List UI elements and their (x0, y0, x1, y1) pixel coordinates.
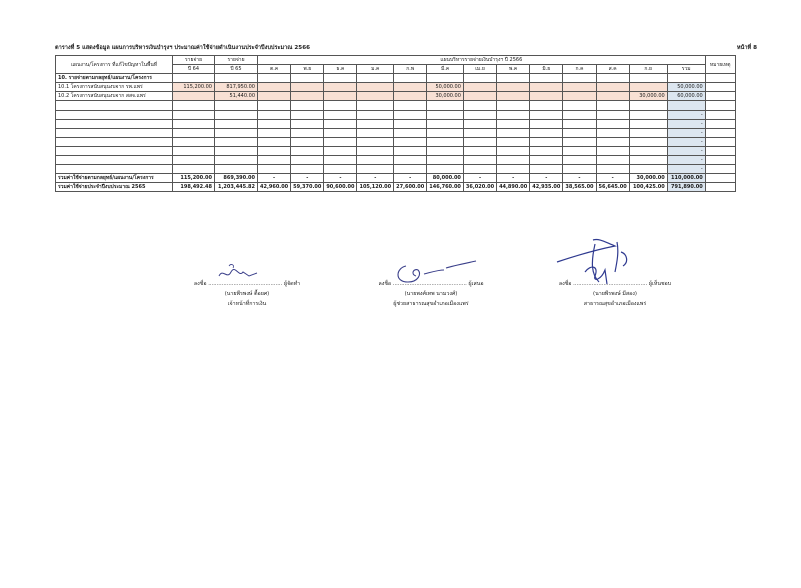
cell-month (394, 128, 427, 137)
table-row (56, 119, 736, 128)
cell-month: - (258, 174, 291, 183)
cell-month (530, 156, 563, 165)
row-label (56, 110, 173, 119)
cell-month (497, 128, 530, 137)
cell-month (258, 137, 291, 146)
cell-total: - (667, 128, 705, 137)
signature-line: ลงชื่อ ............................................ ผู้เสนอ (378, 281, 484, 287)
signer-name: (นายพงศ์เทพ นามวงศ์) (404, 291, 458, 297)
cell-exp64 (173, 101, 215, 110)
cell-exp64 (173, 137, 215, 146)
cell-month (357, 119, 394, 128)
cell-month (324, 146, 357, 155)
cell-month: - (596, 174, 629, 183)
cell-month (530, 146, 563, 155)
cell-exp64 (173, 128, 215, 137)
row-label: 10.1 โครงการสนับสนุนงบจาก รพ.แพร่ (56, 83, 173, 92)
table-row (56, 156, 736, 165)
budget-table (55, 55, 736, 192)
cell-month: 36,020.00 (463, 183, 496, 192)
cell-month (394, 83, 427, 92)
cell-month (463, 101, 496, 110)
cell-exp65 (215, 101, 258, 110)
cell-exp64 (173, 156, 215, 165)
cell-month (463, 137, 496, 146)
header-month: ส.ค (596, 65, 629, 74)
cell-month (324, 128, 357, 137)
header-month: ก.ย (629, 65, 667, 74)
signature-line: ลงชื่อ ............................................ ผู้เห็นชอบ (558, 281, 672, 287)
cell-month (563, 128, 596, 137)
cell-month (497, 119, 530, 128)
cell-month (258, 92, 291, 101)
cell-month (394, 146, 427, 155)
page-number: หน้าที่ 8 (736, 45, 757, 51)
row-label (56, 119, 173, 128)
cell-month (427, 128, 464, 137)
row-label (56, 165, 173, 174)
cell-month (497, 146, 530, 155)
header-month: มี.ค (427, 65, 464, 74)
cell-month (291, 101, 324, 110)
cell-exp65 (215, 119, 258, 128)
cell-month (629, 128, 667, 137)
cell-month (357, 165, 394, 174)
cell-month (394, 110, 427, 119)
cell-note (705, 174, 735, 183)
cell-exp64 (173, 92, 215, 101)
table-row (56, 137, 736, 146)
cell-month (427, 119, 464, 128)
cell-month: 30,000.00 (629, 174, 667, 183)
cell-total: - (667, 165, 705, 174)
cell-exp65 (215, 156, 258, 165)
cell-month (596, 119, 629, 128)
cell-month (427, 156, 464, 165)
cell-month (258, 128, 291, 137)
cell-month (324, 165, 357, 174)
cell-exp64: 198,492.48 (173, 183, 215, 192)
cell-month (596, 101, 629, 110)
cell-month: 146,760.00 (427, 183, 464, 192)
header-month: ต.ค (258, 65, 291, 74)
cell-month (497, 137, 530, 146)
cell-month (563, 92, 596, 101)
cell-month (258, 101, 291, 110)
header-month: ม.ค (357, 65, 394, 74)
cell-exp64: 115,200.00 (173, 174, 215, 183)
cell-month: - (563, 174, 596, 183)
cell-month (629, 110, 667, 119)
cell-month: 56,645.00 (596, 183, 629, 192)
cell-month (629, 83, 667, 92)
cell-month (629, 156, 667, 165)
cell-month (291, 119, 324, 128)
signer-name: (นายพีรพงษ์ ตื้อยศ) (224, 291, 270, 297)
cell-month (291, 110, 324, 119)
grand-total-row (56, 183, 736, 192)
cell-month (291, 165, 324, 174)
cell-month (596, 146, 629, 155)
header-plan: แผนงาน/โครงการ ที่แก้ไขปัญหาในพื้นที่ (56, 56, 173, 74)
cell-total: 791,890.00 (667, 183, 705, 192)
table-row (56, 101, 736, 110)
cell-month: - (497, 174, 530, 183)
row-label (56, 128, 173, 137)
cell-month (427, 165, 464, 174)
cell-month (463, 128, 496, 137)
cell-month (394, 92, 427, 101)
cell-exp65 (215, 137, 258, 146)
row-label (56, 137, 173, 146)
cell-month (463, 119, 496, 128)
cell-month (596, 92, 629, 101)
cell-month: 30,000.00 (427, 92, 464, 101)
cell-month (427, 101, 464, 110)
cell-month (530, 128, 563, 137)
cell-exp64: 115,200.00 (173, 83, 215, 92)
cell-month (596, 110, 629, 119)
cell-month (530, 165, 563, 174)
cell-month (463, 83, 496, 92)
cell-month (629, 101, 667, 110)
cell-note (705, 128, 735, 137)
signature-block-proposer (361, 279, 501, 309)
cell-note (705, 156, 735, 165)
cell-month (324, 110, 357, 119)
cell-month (427, 110, 464, 119)
section-row (56, 74, 736, 83)
cell-month: - (357, 174, 394, 183)
cell-month (563, 165, 596, 174)
cell-month (629, 165, 667, 174)
header-budget-group: แผนบริหารรายจ่ายเงินบำรุงฯ ปี 2566 (258, 56, 706, 65)
cell-month (530, 110, 563, 119)
cell-note (705, 146, 735, 155)
cell-month (427, 146, 464, 155)
cell-month (596, 165, 629, 174)
cell-month (596, 128, 629, 137)
row-label: รวมค่าใช้จ่ายประจำปีงบประมาณ 2565 (56, 183, 173, 192)
signature-block-preparer (177, 279, 317, 309)
cell-month: 100,425.00 (629, 183, 667, 192)
header-exp64-bottom: ปี 64 (173, 65, 215, 74)
cell-month (291, 156, 324, 165)
header-month: พ.ย (291, 65, 324, 74)
cell-month (357, 146, 394, 155)
signer-position: สาธารณสุขอำเภอเมืองแพร่ (583, 301, 647, 307)
cell-month (258, 110, 291, 119)
cell-note (705, 110, 735, 119)
cell-month (563, 119, 596, 128)
cell-total: 50,000.00 (667, 83, 705, 92)
cell-total: - (667, 156, 705, 165)
cell-month (357, 83, 394, 92)
signature-line: ลงชื่อ ............................................ ผู้จัดทำ (193, 281, 301, 287)
cell-month (563, 146, 596, 155)
cell-month (463, 146, 496, 155)
signer-position: ผู้ช่วยสาธารณสุขอำเภอเมืองแพร่ (393, 301, 469, 307)
table-row (56, 165, 736, 174)
cell-month (497, 101, 530, 110)
cell-note (705, 92, 735, 101)
cell-note (705, 119, 735, 128)
cell-month: 44,890.00 (497, 183, 530, 192)
table-row (56, 92, 736, 101)
cell-month (357, 156, 394, 165)
cell-month (497, 156, 530, 165)
cell-note (705, 137, 735, 146)
cell-month: - (291, 174, 324, 183)
cell-exp65: 1,203,445.82 (215, 183, 258, 192)
cell-month (291, 128, 324, 137)
cell-month (291, 146, 324, 155)
row-label (56, 156, 173, 165)
table-row (56, 146, 736, 155)
cell-month (530, 92, 563, 101)
cell-month (357, 92, 394, 101)
cell-note (705, 165, 735, 174)
cell-total: 110,000.00 (667, 174, 705, 183)
cell-month: - (463, 174, 496, 183)
cell-month (291, 83, 324, 92)
cell-month (497, 110, 530, 119)
cell-month (497, 165, 530, 174)
cell-total: 60,000.00 (667, 92, 705, 101)
signature-block-approver (545, 279, 685, 309)
header-month: มิ.ย (530, 65, 563, 74)
cell-month (530, 83, 563, 92)
cell-month (357, 110, 394, 119)
header-note: หมายเหตุ (705, 56, 735, 74)
cell-note (705, 183, 735, 192)
cell-month (530, 101, 563, 110)
cell-month (563, 137, 596, 146)
cell-month: 80,000.00 (427, 174, 464, 183)
document-title: ตารางที่ 5 แสดงข้อมูล แผนการบริหารเงินบำรุงฯ ประมาณค่าใช้จ่ายดำเนินงานประจำปีงบประมาณ 2566 (55, 45, 310, 51)
cell-month (427, 137, 464, 146)
cell-month: 42,960.00 (258, 183, 291, 192)
cell-month (324, 92, 357, 101)
cell-month (291, 92, 324, 101)
cell-month (463, 165, 496, 174)
cell-exp65 (215, 146, 258, 155)
cell-month (596, 156, 629, 165)
cell-month (394, 165, 427, 174)
cell-note (705, 101, 735, 110)
cell-month (563, 83, 596, 92)
cell-month: 105,120.00 (357, 183, 394, 192)
cell-total: - (667, 146, 705, 155)
cell-exp64 (173, 146, 215, 155)
cell-month (629, 146, 667, 155)
cell-exp65: 869,390.00 (215, 174, 258, 183)
cell-month: - (394, 174, 427, 183)
table-row (56, 128, 736, 137)
cell-month (497, 92, 530, 101)
cell-exp65 (215, 165, 258, 174)
cell-month: 50,000.00 (427, 83, 464, 92)
cell-exp65: 51,440.00 (215, 92, 258, 101)
cell-exp65 (215, 110, 258, 119)
signer-name: (นายพีรพงษ์ มีสอง) (593, 291, 637, 297)
header-exp65-bottom: ปี 65 (215, 65, 258, 74)
subtotal-row (56, 174, 736, 183)
cell-month (463, 110, 496, 119)
table-row (56, 110, 736, 119)
cell-month (357, 137, 394, 146)
cell-exp64 (173, 110, 215, 119)
cell-month (324, 137, 357, 146)
cell-month (258, 119, 291, 128)
cell-month (563, 110, 596, 119)
header-month: พ.ค (497, 65, 530, 74)
cell-note (705, 83, 735, 92)
cell-month (394, 101, 427, 110)
header-month: ก.พ (394, 65, 427, 74)
header-exp64-top: รายจ่าย (173, 56, 215, 65)
row-label: รวมค่าใช้จ่ายตามกลยุทธ์/แผนงาน/โครงการ (56, 174, 173, 183)
cell-month (357, 128, 394, 137)
cell-month (258, 83, 291, 92)
table-row (56, 83, 736, 92)
cell-total: - (667, 119, 705, 128)
cell-month (357, 101, 394, 110)
cell-month (258, 165, 291, 174)
section-label: 10. รายจ่ายตามกลยุทธ์/แผนงาน/โครงการ (56, 74, 173, 83)
row-label: 10.2 โครงการสนับสนุนงบจาก สสจ.แพร่ (56, 92, 173, 101)
cell-month (324, 83, 357, 92)
cell-month: 38,565.00 (563, 183, 596, 192)
cell-month (629, 119, 667, 128)
cell-month (324, 156, 357, 165)
cell-month (596, 137, 629, 146)
cell-month (563, 101, 596, 110)
cell-month (394, 137, 427, 146)
row-label (56, 146, 173, 155)
cell-month: 59,370.00 (291, 183, 324, 192)
cell-month: 30,000.00 (629, 92, 667, 101)
cell-month: 27,600.00 (394, 183, 427, 192)
cell-month: 42,935.00 (530, 183, 563, 192)
cell-month (258, 156, 291, 165)
cell-month (530, 137, 563, 146)
cell-month (463, 92, 496, 101)
cell-month (324, 119, 357, 128)
signer-position: เจ้าหน้าที่การเงิน (227, 301, 267, 307)
header-month: ก.ค (563, 65, 596, 74)
cell-month (596, 83, 629, 92)
cell-month (530, 119, 563, 128)
cell-month: 90,600.00 (324, 183, 357, 192)
cell-month (563, 156, 596, 165)
header-month: เม.ย (463, 65, 496, 74)
cell-month: - (530, 174, 563, 183)
cell-total: - (667, 137, 705, 146)
cell-exp65: 817,950.00 (215, 83, 258, 92)
cell-total (667, 101, 705, 110)
cell-month (463, 156, 496, 165)
cell-month (497, 83, 530, 92)
cell-total: - (667, 110, 705, 119)
cell-exp65 (215, 128, 258, 137)
cell-month (258, 146, 291, 155)
cell-month (629, 137, 667, 146)
cell-month (324, 101, 357, 110)
row-label (56, 101, 173, 110)
header-month: ธ.ค (324, 65, 357, 74)
cell-month (394, 156, 427, 165)
header-total: รวม (667, 65, 705, 74)
cell-month (291, 137, 324, 146)
cell-exp64 (173, 119, 215, 128)
cell-month (394, 119, 427, 128)
header-exp65-top: รายจ่าย (215, 56, 258, 65)
cell-exp64 (173, 165, 215, 174)
cell-month: - (324, 174, 357, 183)
